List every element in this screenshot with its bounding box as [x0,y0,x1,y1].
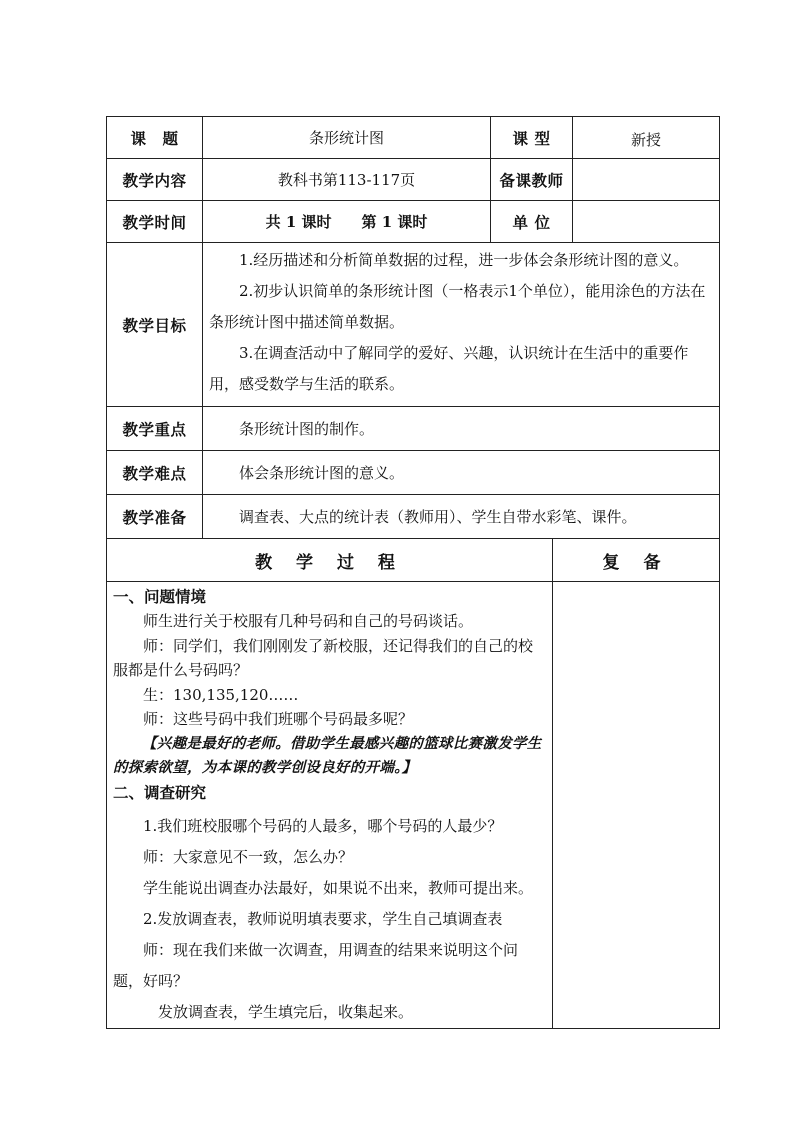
difficulty-label: 教学难点 [107,451,203,495]
s1-teaching-note: 【兴趣是最好的老师。借助学生最感兴趣的篮球比赛激发学生的探索欲望，为本课的教学创设良好的开端。】 [113,734,542,776]
review-header: 复 备 [553,539,720,582]
unit-label: 单 位 [491,201,573,243]
s2-paragraph-6: 发放调查表，学生填完后，收集起来。 [158,1002,414,1021]
time-row [107,201,720,243]
teacher-label: 备课教师 [491,159,573,201]
difficulty-row [107,451,720,495]
topic-row [107,117,720,159]
time-value: 共 1 课时 第 1 课时 [203,201,491,243]
process-header: 教 学 过 程 [107,539,553,582]
review-notes-cell [553,582,720,1029]
teacher-value [573,159,720,201]
key-point-value: 条形统计图的制作。 [203,407,720,451]
s1-paragraph-3: 生：130,135,120…… [143,685,299,704]
s2-paragraph-1: 1.我们班校服哪个号码的人最多，哪个号码的人最少？ [143,816,503,835]
preparation-row [107,495,720,539]
goals-label: 教学目标 [107,243,203,407]
process-body-row [107,582,720,1029]
s2-paragraph-4: 2.发放调查表，教师说明填表要求，学生自己填调查表 [143,909,503,928]
key-point-row [107,407,720,451]
key-point-label: 教学重点 [107,407,203,451]
process-table [106,538,720,1029]
s1-paragraph-1: 师生进行关于校服有几种号码和自己的号码谈话。 [143,612,474,630]
s1-paragraph-2: 师：同学们，我们刚刚发了新校服，还记得我们的自己的校服都是什么号码吗？ [113,636,534,679]
s2-paragraph-5: 师：现在我们来做一次调查，用调查的结果来说明这个问题，好吗？ [113,940,519,990]
s2-paragraph-2: 师：大家意见不一致，怎么办？ [143,847,354,866]
goal-item-2: 2.初步认识简单的条形统计图（一格表示1个单位），能用涂色的方法在条形统计图中描述简单数据。 [209,282,706,331]
type-label: 课 型 [491,117,573,159]
topic-value: 条形统计图 [203,117,491,159]
goal-item-1: 1.经历描述和分析简单数据的过程，进一步体会条形统计图的意义。 [239,251,689,269]
unit-value [573,201,720,243]
topic-label: 课 题 [107,117,203,159]
type-value: 新授 [573,117,720,159]
time-label: 教学时间 [107,201,203,243]
difficulty-value: 体会条形统计图的意义。 [203,451,720,495]
preparation-value: 调查表、大点的统计表（教师用）、学生自带水彩笔、课件。 [203,495,720,539]
content-row [107,159,720,201]
preparation-label: 教学准备 [107,495,203,539]
s2-paragraph-3: 学生能说出调查办法最好，如果说不出来，教师可提出来。 [143,878,534,897]
lesson-plan-sheet [106,116,719,1019]
s1-paragraph-4: 师：这些号码中我们班哪个号码最多呢？ [143,710,414,728]
content-value: 教科书第113-117页 [203,159,491,201]
content-label: 教学内容 [107,159,203,201]
section2-title: 二、调查研究 [113,782,207,802]
lesson-plan-table [106,116,720,539]
section1-title: 一、问题情境 [113,587,207,606]
goals-content [203,243,720,407]
goals-row [107,243,720,407]
goal-item-3: 3.在调查活动中了解同学的爱好、兴趣，认识统计在生活中的重要作用，感受数学与生活的联系。 [209,344,689,393]
process-header-row [107,539,720,582]
process-content [107,582,553,1029]
